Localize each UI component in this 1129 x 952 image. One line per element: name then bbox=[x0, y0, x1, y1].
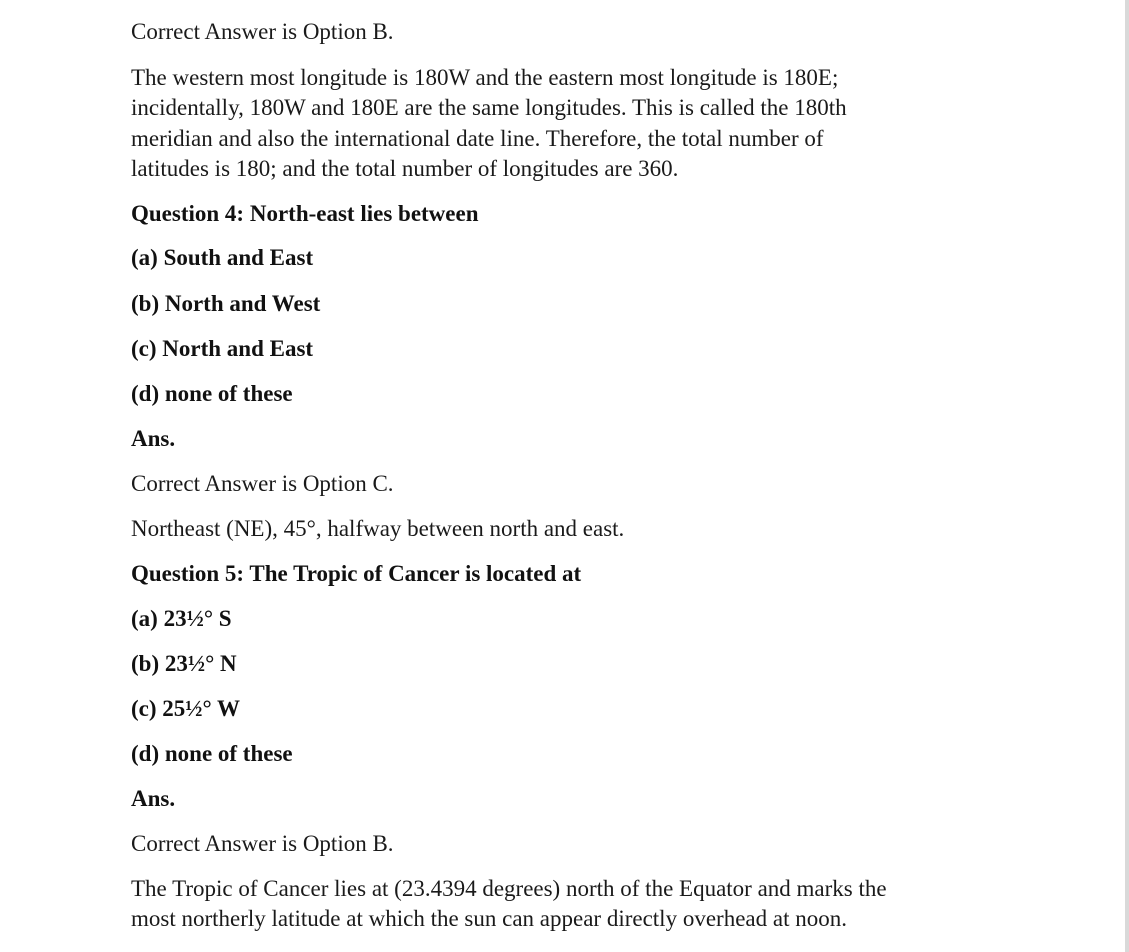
q4-option-a: (a) South and East bbox=[131, 245, 314, 270]
q3-explanation-line: The western most longitude is 180W and the eastern most longitude is 180E; bbox=[131, 65, 839, 90]
q4-ans-label: Ans. bbox=[131, 426, 176, 451]
q3-correct-answer: Correct Answer is Option B. bbox=[131, 19, 394, 44]
q4-option-d: (d) none of these bbox=[131, 381, 293, 406]
q5-explanation-line: The Tropic of Cancer lies at (23.4394 degrees) north of the Equator and marks the bbox=[131, 876, 887, 901]
q5-correct-answer: Correct Answer is Option B. bbox=[131, 831, 394, 856]
q5-explanation-line: most northerly latitude at which the sun can appear directly overhead at noon. bbox=[131, 906, 847, 932]
q5-option-d: (d) none of these bbox=[131, 741, 293, 766]
q3-explanation-line: meridian and also the international date line. Therefore, the total number of bbox=[131, 125, 824, 151]
q4-explanation: Northeast (NE), 45°, halfway between north and east. bbox=[131, 516, 625, 541]
q3-explanation-line: latitudes is 180; and the total number of longitudes are 360. bbox=[131, 155, 679, 181]
q5-option-c: (c) 25½° W bbox=[131, 696, 241, 721]
q4-option-c: (c) North and East bbox=[131, 336, 314, 361]
page-edge bbox=[1125, 0, 1129, 952]
q5-explanation bbox=[131, 874, 887, 935]
q4-question: Question 4: North-east lies between bbox=[131, 201, 479, 226]
q4-correct-answer: Correct Answer is Option C. bbox=[131, 471, 394, 496]
q5-option-b: (b) 23½° N bbox=[131, 651, 237, 676]
q5-ans-label: Ans. bbox=[131, 786, 176, 811]
q3-explanation-line: incidentally, 180W and 180E are the same longitudes. This is called the 180th bbox=[131, 95, 847, 121]
q5-option-a: (a) 23½° S bbox=[131, 606, 232, 631]
q3-explanation bbox=[131, 63, 847, 184]
q5-question: Question 5: The Tropic of Cancer is located at bbox=[131, 561, 582, 586]
q4-option-b: (b) North and West bbox=[131, 291, 321, 316]
